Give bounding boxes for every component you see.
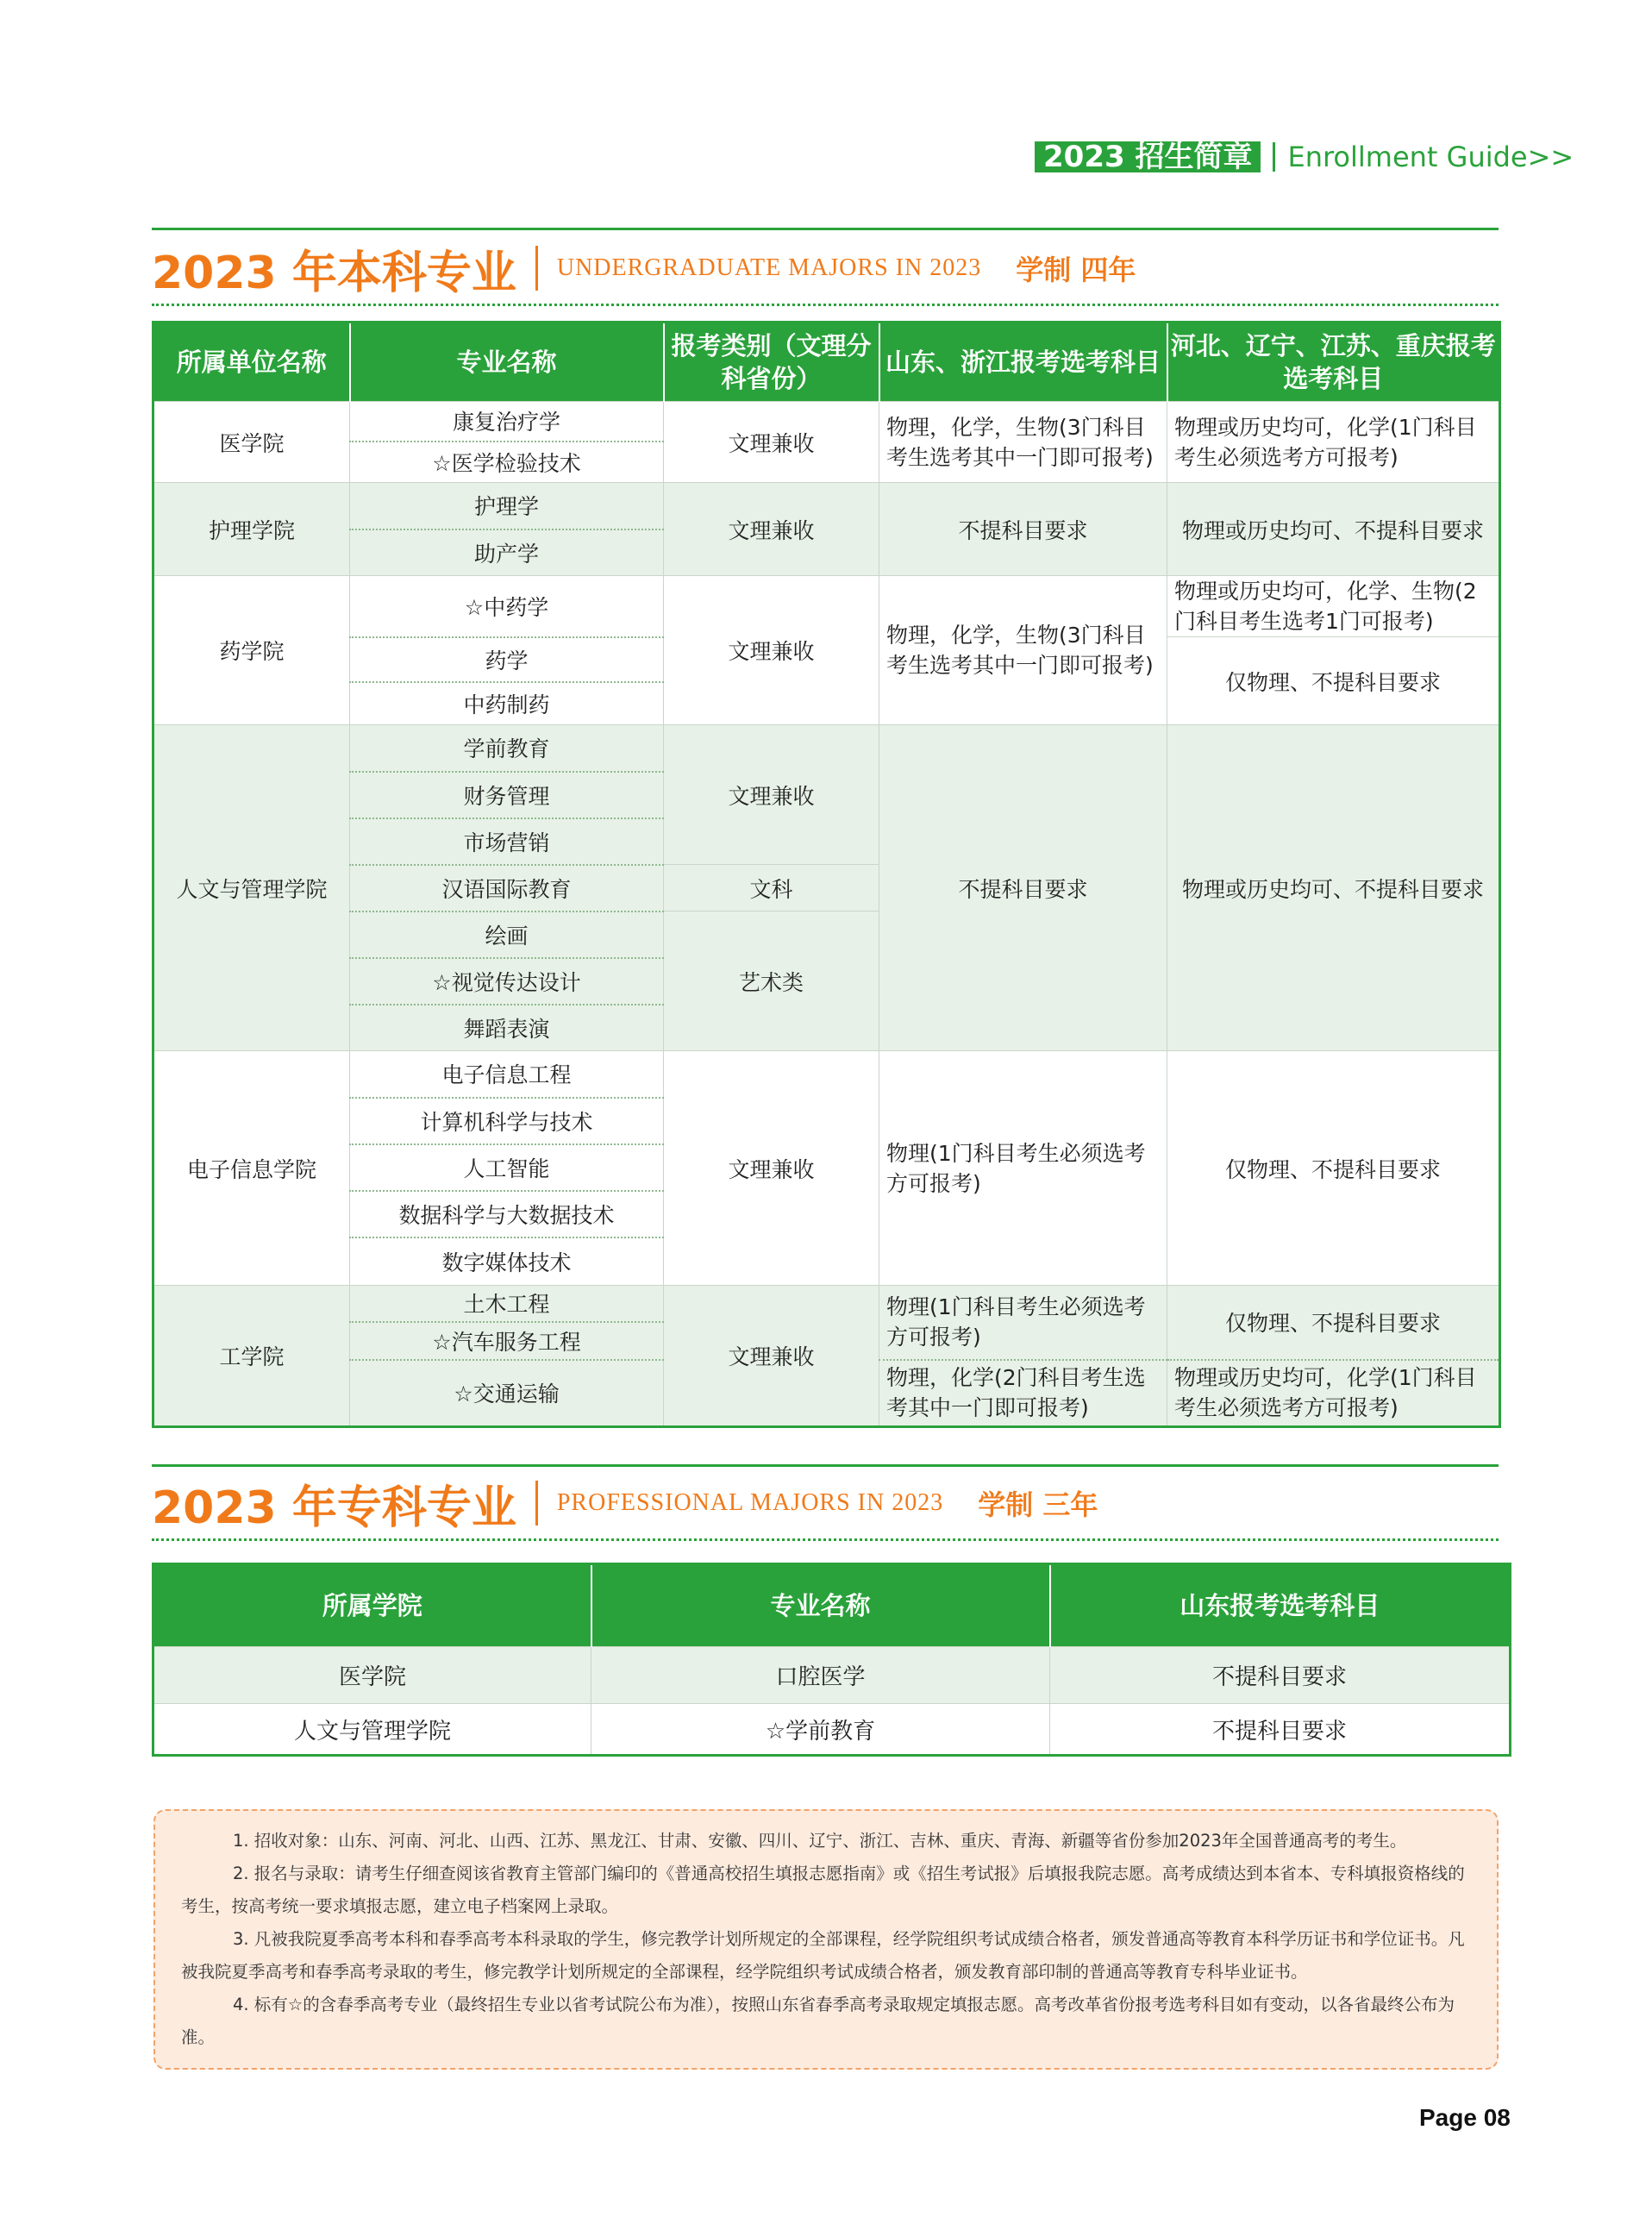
undergrad-en-title: UNDERGRADUATE MAJORS IN 2023 [556, 254, 982, 281]
major-cell: 汉语国际教育 [350, 865, 664, 912]
major-cell: 舞蹈表演 [350, 1005, 664, 1051]
sd-subject-cell: 物理(1门科目考生必须选考方可报考) [879, 1051, 1167, 1286]
notes-box [153, 1809, 1499, 2070]
major-cell: 中药制药 [350, 682, 664, 725]
col-header-unit: 所属单位名称 [153, 323, 350, 402]
category-cell: 文理兼收 [664, 576, 879, 725]
divider [152, 228, 1499, 230]
sd-subject-cell: 物理，化学(2门科目考生选考其中一门即可报考) [879, 1360, 1167, 1427]
undergrad-duration: 学制 四年 [1016, 254, 1136, 286]
note-item: 1. 招收对象：山东、河南、河北、山西、江苏、黑龙江、甘肃、安徽、四川、辽宁、浙江、吉林、重庆、青海、新疆等省份参加2023年全国普通高考的考生。 [233, 1831, 1407, 1851]
category-cell: 文科 [664, 865, 879, 912]
professional-majors-table [152, 1563, 1511, 1757]
note-item: 3. 凡被我院夏季高考本科和春季高考本科录取的学生，修完教学计划所规定的全部课程，经学院组织考试成绩合格者，颁发普通高等教育本科学历证书和学位证书。凡被我院夏季高考和春季高考录取的考生，修完教学计划所规定的全部课程，经学院组织考试成绩合格者，颁发教育部印制的普通高等教育专科毕业证书。 [181, 1929, 1465, 1982]
category-cell: 文理兼收 [664, 483, 879, 576]
major-cell: ☆医学检验技术 [350, 442, 664, 483]
major-cell: 数据科学与大数据技术 [350, 1191, 664, 1237]
divider [152, 1464, 1499, 1467]
category-cell: 艺术类 [664, 912, 879, 1051]
header-guide-text: Enrollment Guide>> [1287, 141, 1574, 173]
sd-subject-cell: 物理，化学，生物(3门科目考生选考其中一门即可报考) [879, 402, 1167, 483]
hb-subject-cell: 物理或历史均可、不提科目要求 [1167, 483, 1500, 576]
col-header-major: 专业名称 [591, 1564, 1050, 1647]
major-cell: ☆中药学 [350, 576, 664, 637]
hb-subject-cell: 物理或历史均可，化学(1门科目考生必须选考方可报考) [1167, 402, 1500, 483]
hb-subject-cell: 仅物理、不提科目要求 [1167, 1051, 1500, 1286]
unit-cell: 人文与管理学院 [153, 725, 350, 1051]
undergrad-majors-table [152, 321, 1501, 1428]
divider [152, 304, 1499, 306]
major-cell: 助产学 [350, 529, 664, 576]
major-cell: ☆交通运输 [350, 1360, 664, 1427]
major-cell: 计算机科学与技术 [350, 1098, 664, 1144]
major-cell: 人工智能 [350, 1144, 664, 1191]
table-row [153, 576, 1500, 637]
col-header-major: 专业名称 [350, 323, 664, 402]
sd-subject-cell: 不提科目要求 [879, 725, 1167, 1051]
table-row [153, 1647, 1511, 1704]
major-cell: ☆汽车服务工程 [350, 1322, 664, 1360]
professional-en-title: PROFESSIONAL MAJORS IN 2023 [556, 1489, 944, 1516]
hb-subject-cell: 物理或历史均可、不提科目要求 [1167, 725, 1500, 1051]
major-cell: 数字媒体技术 [350, 1237, 664, 1286]
category-cell: 文理兼收 [664, 1051, 879, 1286]
note-item: 2. 报名与录取：请考生仔细查阅该省教育主管部门编印的《普通高校招生填报志愿指南》或《招生考试报》后填报我院志愿。高考成绩达到本省本、专科填报资格线的考生，按高考统一要求填报志愿，建立电子档案网上录取。 [181, 1864, 1465, 1916]
sd-subject-cell: 物理(1门科目考生必须选考方可报考) [879, 1286, 1167, 1360]
page-header [1035, 141, 1574, 173]
major-cell: 土木工程 [350, 1286, 664, 1322]
divider [152, 1538, 1499, 1541]
table-header-row [153, 323, 1500, 402]
table-row [153, 1704, 1511, 1756]
title-divider [535, 246, 538, 291]
table-row [153, 402, 1500, 442]
col-header-sd-subjects: 山东报考选考科目 [1050, 1564, 1511, 1647]
professional-title: 2023 年专科专业 [152, 1482, 516, 1534]
major-cell: 财务管理 [350, 772, 664, 818]
category-cell: 文理兼收 [664, 402, 879, 483]
category-cell: 文理兼收 [664, 1286, 879, 1427]
professional-duration: 学制 三年 [978, 1488, 1098, 1521]
major-cell: 药学 [350, 637, 664, 682]
major-cell: 学前教育 [350, 725, 664, 772]
hb-subject-cell: 物理或历史均可，化学、生物(2门科目考生选考1门可报考) [1167, 576, 1500, 637]
major-cell: 口腔医学 [591, 1647, 1050, 1704]
major-cell: ☆视觉传达设计 [350, 958, 664, 1005]
table-row [153, 1286, 1500, 1322]
subject-cell: 不提科目要求 [1050, 1647, 1511, 1704]
note-item: 4. 标有☆的含春季高考专业（最终招生专业以省考试院公布为准），按照山东省春季高考录取规定填报志愿。高考改革省份报考选考科目如有变动，以各省最终公布为准。 [181, 1995, 1455, 2047]
header-year-badge: 2023 招生简章 [1035, 141, 1261, 172]
category-cell: 文理兼收 [664, 725, 879, 865]
title-divider [535, 1481, 538, 1525]
professional-section-title [152, 1473, 1098, 1533]
major-cell: ☆学前教育 [591, 1704, 1050, 1756]
major-cell: 护理学 [350, 483, 664, 529]
unit-cell: 电子信息学院 [153, 1051, 350, 1286]
subject-cell: 不提科目要求 [1050, 1704, 1511, 1756]
major-cell: 康复治疗学 [350, 402, 664, 442]
hb-subject-cell: 仅物理、不提科目要求 [1167, 1286, 1500, 1360]
table-row [153, 725, 1500, 772]
undergrad-title: 2023 年本科专业 [152, 247, 516, 299]
major-cell: 电子信息工程 [350, 1051, 664, 1098]
college-cell: 医学院 [153, 1647, 591, 1704]
col-header-hb-subjects: 河北、辽宁、江苏、重庆报考选考科目 [1167, 323, 1500, 402]
unit-cell: 工学院 [153, 1286, 350, 1427]
unit-cell: 护理学院 [153, 483, 350, 576]
unit-cell: 医学院 [153, 402, 350, 483]
sd-subject-cell: 不提科目要求 [879, 483, 1167, 576]
table-row [153, 1051, 1500, 1098]
major-cell: 绘画 [350, 912, 664, 958]
undergrad-section-title [152, 238, 1136, 298]
table-row [153, 483, 1500, 529]
table-header-row [153, 1564, 1511, 1647]
col-header-category: 报考类别（文理分科省份） [664, 323, 879, 402]
page-number: Page 08 [1419, 2104, 1511, 2131]
header-divider [1273, 142, 1275, 172]
hb-subject-cell: 仅物理、不提科目要求 [1167, 637, 1500, 725]
college-cell: 人文与管理学院 [153, 1704, 591, 1756]
hb-subject-cell: 物理或历史均可，化学(1门科目考生必须选考方可报考) [1167, 1360, 1500, 1427]
major-cell: 市场营销 [350, 818, 664, 865]
sd-subject-cell: 物理，化学，生物(3门科目考生选考其中一门即可报考) [879, 576, 1167, 725]
col-header-sd-subjects: 山东、浙江报考选考科目 [879, 323, 1167, 402]
unit-cell: 药学院 [153, 576, 350, 725]
col-header-college: 所属学院 [153, 1564, 591, 1647]
